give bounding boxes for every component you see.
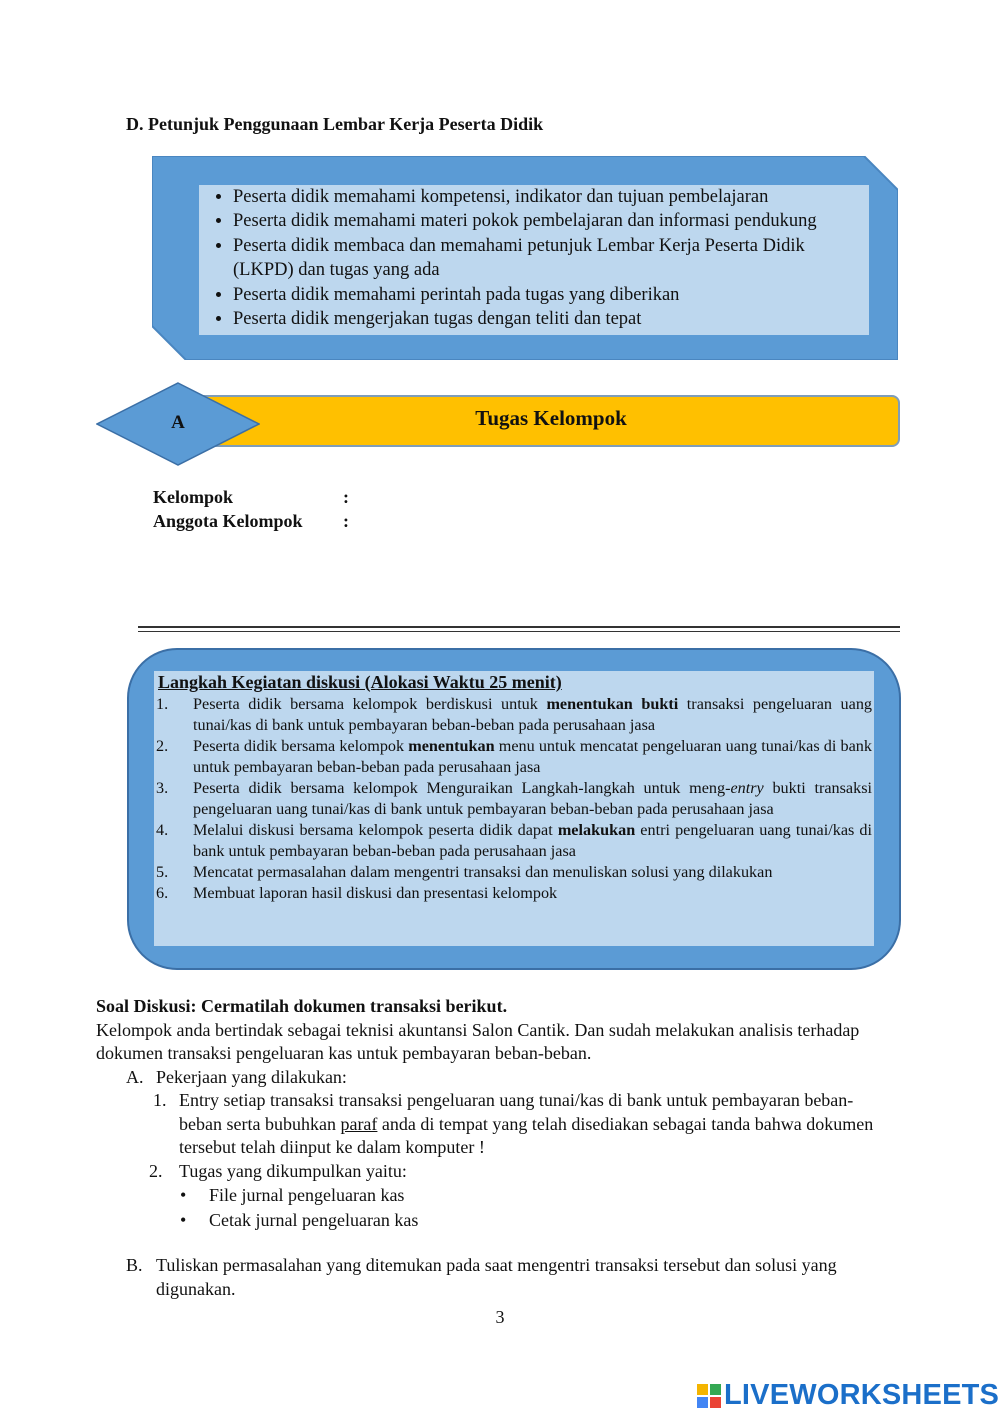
- task-banner-title: Tugas Kelompok: [475, 406, 627, 430]
- steps-list: [156, 694, 872, 904]
- step-number: 6.: [156, 884, 169, 902]
- step-item: [156, 778, 872, 820]
- step-number: 2.: [156, 737, 169, 755]
- part-b-marker: B.: [126, 1255, 143, 1275]
- bullet-text: File jurnal pengeluaran kas: [209, 1185, 405, 1205]
- page-number: 3: [495, 1307, 505, 1327]
- step-number: 1.: [156, 695, 169, 713]
- divider-line: [138, 631, 900, 632]
- anggota-colon: :: [343, 510, 349, 531]
- anggota-label: Anggota Kelompok: [153, 510, 303, 531]
- instruction-item: • Peserta didik memahami materi pokok pembelajaran dan informasi pendukung: [233, 209, 869, 233]
- bullet-icon: •: [180, 1209, 187, 1230]
- instruction-item: • Peserta didik mengerjakan tugas dengan teliti dan tepat: [233, 307, 869, 331]
- instructions-box: [199, 185, 869, 335]
- step-text: Mencatat permasalahan dalam mengentri transaksi dan menuliskan solusi yang dilakukan: [193, 863, 773, 881]
- item-text: Entry setiap transaksi transaksi pengeluaran uang tunai/kas di bank untuk pembayaran beban-beban serta bubuhkan paraf anda di tempat yang telah disediakan sebagai tanda bahwa dokumen tersebut telah diinput ke dalam komputer !: [179, 1090, 874, 1157]
- step-item: [156, 862, 872, 883]
- discussion-section: [96, 995, 896, 1301]
- group-info: [153, 486, 349, 533]
- step-item: [156, 694, 872, 736]
- part-a: [96, 1066, 896, 1090]
- steps-title: Langkah Kegiatan diskusi (Alokasi Waktu 25 menit): [158, 672, 562, 692]
- part-a-marker: A.: [126, 1066, 144, 1087]
- item-marker: 1.: [153, 1090, 167, 1110]
- part-a-item-1: [96, 1089, 896, 1160]
- step-number: 5.: [156, 863, 169, 881]
- divider-line: [138, 626, 900, 628]
- step-text: Membuat laporan hasil diskusi dan presentasi kelompok: [193, 884, 558, 902]
- step-text: Peserta didik bersama kelompok Menguraikan Langkah-langkah untuk meng-entry bukti transaksi pengeluaran uang tunai/kas di bank untuk pembayaran beban-beban pada perusahaan jasa: [193, 779, 872, 818]
- step-text: Melalui diskusi bersama kelompok peserta didik dapat melakukan entri pengeluaran uang tunai/kas di bank untuk pembayaran beban-beban pada perusahaan jasa: [193, 821, 873, 860]
- step-item: [156, 883, 872, 904]
- part-a-text: Pekerjaan yang dilakukan:: [156, 1066, 347, 1087]
- step-number: 3.: [156, 779, 169, 797]
- kelompok-colon: :: [343, 487, 349, 507]
- step-text: Peserta didik bersama kelompok berdiskusi untuk menentukan bukti transaksi pengeluaran uang tunai/kas di bank untuk pembayaran beban-beban pada perusahaan jasa: [193, 695, 873, 734]
- instruction-item: • Peserta didik memahami perintah pada tugas yang diberikan: [233, 283, 869, 307]
- bullet-text: Cetak jurnal pengeluaran kas: [209, 1209, 419, 1230]
- section-heading: D. Petunjuk Penggunaan Lembar Kerja Peserta Didik: [126, 114, 544, 134]
- instruction-item: • Peserta didik membaca dan memahami petunjuk Lembar Kerja Peserta Didik (LKPD) dan tugas yang ada: [233, 234, 869, 283]
- watermark-text: LIVEWORKSHEETS: [724, 1379, 1000, 1411]
- kelompok-label: Kelompok: [153, 487, 234, 507]
- item-text: Tugas yang dikumpulkan yaitu:: [179, 1160, 407, 1181]
- instruction-item: • Peserta didik memahami kompetensi, indikator dan tujuan pembelajaran: [233, 185, 869, 209]
- liveworksheets-logo-icon: [697, 1384, 721, 1408]
- step-item: [156, 820, 872, 862]
- step-item: [156, 736, 872, 778]
- step-number: 4.: [156, 821, 169, 839]
- discussion-title: Soal Diskusi: Cermatilah dokumen transaksi berikut.: [96, 996, 508, 1016]
- part-a-item-2: [96, 1160, 896, 1184]
- bullet-item: [96, 1209, 896, 1233]
- item-marker: 2.: [149, 1160, 163, 1181]
- part-b-text: Tuliskan permasalahan yang ditemukan pada saat mengentri transaksi tersebut dan solusi yang digunakan.: [156, 1255, 837, 1299]
- bullet-item: [96, 1184, 896, 1208]
- discussion-intro: Kelompok anda bertindak sebagai teknisi akuntansi Salon Cantik. Dan sudah melakukan analisis terhadap dokumen transaksi pengeluaran kas untuk pembayaran beban-beban.: [96, 1019, 860, 1063]
- liveworksheets-watermark: [697, 1379, 999, 1412]
- step-text: Peserta didik bersama kelompok menentukan menu untuk mencatat pengeluaran uang tunai/kas di bank untuk pembayaran beban-beban pada perusahaan jasa: [193, 737, 872, 776]
- part-b: [96, 1254, 896, 1301]
- bullet-icon: •: [180, 1185, 187, 1205]
- diamond-badge-letter: A: [171, 412, 185, 433]
- instructions-list: [199, 185, 869, 331]
